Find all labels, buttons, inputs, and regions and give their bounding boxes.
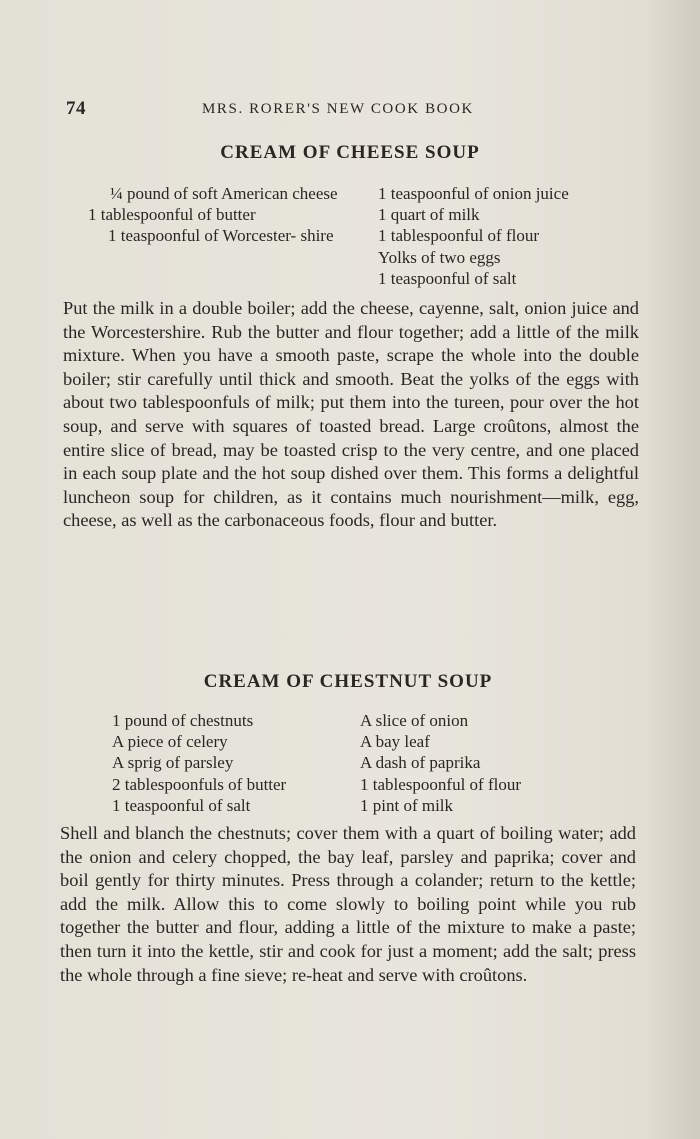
ingredient-item: 1 quart of milk bbox=[378, 205, 480, 225]
ingredient-item: 1 tablespoonful of butter bbox=[88, 205, 256, 225]
ingredient-list-cheese-soup bbox=[88, 183, 648, 291]
ingredient-column-right bbox=[378, 183, 648, 289]
recipe-title-cream-of-cheese-soup: CREAM OF CHEESE SOUP bbox=[220, 142, 480, 163]
directions-cheese-soup: Put the milk in a double boiler; add the cheese, cayenne, salt, onion juice and the Worcestershire. Rub the butter and flour together; add a little of the milk mixture. When you have a smooth paste, scrape the whole into the double boiler; stir carefully until thick and smooth. Beat the yolks of the eggs with about two tablespoonfuls of milk; put them into the tureen, pour over the hot soup, and serve with squares of toasted bread. Large croûtons, almost the entire slice of bread, may be toasted crisp to the very centre, and one placed in each soup plate and the hot soup dished over them. This forms a delightful luncheon soup for children, as it contains much nourishment—milk, egg, cheese, as well as the carbonaceous foods, flour and butter. bbox=[63, 298, 639, 531]
directions-chestnut-soup: Shell and blanch the chestnuts; cover them with a quart of boiling water; add the onion and celery chopped, the bay leaf, parsley and paprika; cover and boil gently for thirty minutes. Press through a colander; return to the kettle; add the milk. Allow this to come slowly to boiling point while you rub together the butter and flour, adding a little of the mixture to make a paste; then turn it into the kettle, stir and cook for just a moment; add the salt; press the whole through a fine sieve; re-heat and serve with croûtons. bbox=[60, 823, 636, 985]
ingredient-column-left bbox=[88, 183, 350, 247]
recipe-title-cream-of-chestnut-soup: CREAM OF CHESTNUT SOUP bbox=[203, 671, 493, 692]
ingredient-item: 1 teaspoonful of salt bbox=[112, 795, 251, 815]
running-head bbox=[66, 98, 638, 126]
ingredient-item: 1 pound of chestnuts bbox=[112, 711, 254, 730]
ingredient-item: 1 tablespoonful of flour bbox=[360, 774, 521, 794]
ingredient-item: ¼ pound of soft American cheese bbox=[110, 184, 338, 203]
ingredient-item: 1 pint of milk bbox=[360, 795, 454, 815]
ingredient-item: 1 teaspoonful of Worcester- shire bbox=[108, 226, 334, 246]
ingredient-item: A sprig of parsley bbox=[112, 753, 234, 773]
ingredient-item: 2 tablespoonfuls of butter bbox=[112, 774, 287, 794]
ingredient-column-right bbox=[360, 710, 582, 816]
ingredient-item: 1 tablespoonful of flour bbox=[378, 226, 539, 246]
ingredient-item: 1 teaspoonful of salt bbox=[378, 268, 517, 288]
ingredient-list-chestnut-soup bbox=[112, 710, 582, 818]
ingredient-item: A bay leaf bbox=[360, 732, 430, 752]
book-title: MRS. RORER'S NEW COOK BOOK bbox=[202, 101, 474, 117]
ingredient-item: A piece of celery bbox=[112, 732, 228, 752]
ingredient-column-left bbox=[112, 710, 352, 816]
ingredient-item: A dash of paprika bbox=[360, 753, 481, 773]
ingredient-item: A slice of onion bbox=[360, 711, 469, 730]
page-number: 74 bbox=[66, 98, 86, 119]
ingredient-item: Yolks of two eggs bbox=[378, 247, 501, 267]
ingredient-item: 1 teaspoonful of onion juice bbox=[378, 184, 569, 203]
